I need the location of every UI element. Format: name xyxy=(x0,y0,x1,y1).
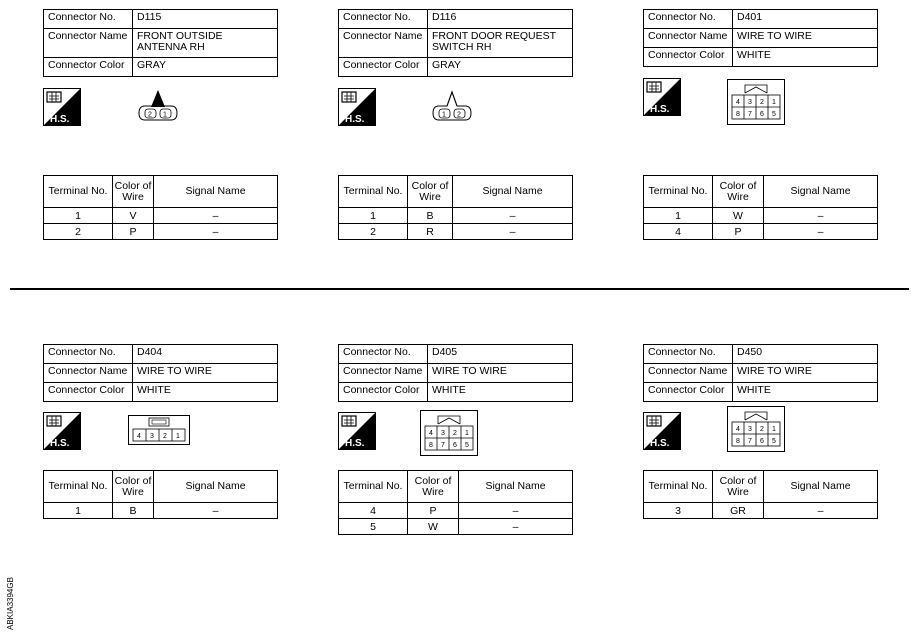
terminal-no: 1 xyxy=(339,208,408,224)
signal-name: – xyxy=(459,519,573,535)
terminal-no: 1 xyxy=(44,503,113,519)
header-color-of-wire: Color of Wire xyxy=(113,176,154,208)
wire-color: R xyxy=(408,224,453,240)
terminal-table-d450 xyxy=(643,470,878,519)
label-connector-no: Connector No. xyxy=(44,345,133,364)
connector-no-value: D401 xyxy=(733,10,878,29)
hs-icon xyxy=(338,412,376,450)
table-row xyxy=(644,224,878,240)
pin-label: 3 xyxy=(150,433,154,440)
table-row xyxy=(339,224,573,240)
pin-label: 3 xyxy=(748,99,752,106)
wire-color: V xyxy=(113,208,154,224)
connector-d401 xyxy=(643,9,878,67)
table-row xyxy=(44,208,278,224)
pin-label: 1 xyxy=(772,426,776,433)
pin-label: 2 xyxy=(457,111,461,119)
connector-face-8pin xyxy=(727,406,785,457)
connector-face-8pin xyxy=(727,79,785,130)
hs-label: H.S. xyxy=(345,114,365,125)
terminal-no: 4 xyxy=(644,224,713,240)
signal-name: – xyxy=(453,208,573,224)
pin-label: 4 xyxy=(137,433,141,440)
table-row xyxy=(44,224,278,240)
pin-label: 2 xyxy=(148,111,152,119)
header-terminal-no: Terminal No. xyxy=(339,471,408,503)
header-signal-name: Signal Name xyxy=(459,471,573,503)
pin-label: 1 xyxy=(465,430,469,437)
wire-color: P xyxy=(113,224,154,240)
label-connector-no: Connector No. xyxy=(644,345,733,364)
header-signal-name: Signal Name xyxy=(154,176,278,208)
connector-name-value: FRONT OUTSIDE ANTENNA RH xyxy=(133,29,278,58)
pin-label: 1 xyxy=(772,99,776,106)
header-color-of-wire: Color of Wire xyxy=(408,471,459,503)
connector-no-value: D450 xyxy=(733,345,878,364)
terminal-table-d405 xyxy=(338,470,573,535)
header-terminal-no: Terminal No. xyxy=(644,471,713,503)
hs-icon xyxy=(338,88,376,126)
hs-label: H.S. xyxy=(650,438,670,449)
label-connector-color: Connector Color xyxy=(339,383,428,402)
label-connector-color: Connector Color xyxy=(644,383,733,402)
signal-name: – xyxy=(154,503,278,519)
terminal-table-d115 xyxy=(43,175,278,240)
pin-label: 2 xyxy=(453,430,457,437)
terminal-table-d404 xyxy=(43,470,278,519)
pin-label: 2 xyxy=(163,433,167,440)
label-connector-name: Connector Name xyxy=(339,364,428,383)
connector-face-4pin xyxy=(128,415,190,450)
pin-label: 8 xyxy=(736,438,740,445)
signal-name: – xyxy=(764,224,878,240)
pin-label: 8 xyxy=(429,442,433,449)
table-row xyxy=(339,503,573,519)
connector-no-value: D405 xyxy=(428,345,573,364)
wire-color: B xyxy=(113,503,154,519)
label-connector-name: Connector Name xyxy=(44,29,133,58)
connector-info-table xyxy=(43,9,278,77)
table-row xyxy=(644,208,878,224)
connector-info-table xyxy=(643,9,878,67)
label-connector-no: Connector No. xyxy=(339,345,428,364)
header-color-of-wire: Color of Wire xyxy=(408,176,453,208)
header-color-of-wire: Color of Wire xyxy=(713,176,764,208)
label-connector-color: Connector Color xyxy=(644,48,733,67)
pin-label: 4 xyxy=(736,426,740,433)
pin-label: 1 xyxy=(163,111,167,119)
connector-color-value: WHITE xyxy=(133,383,278,402)
header-terminal-no: Terminal No. xyxy=(44,471,113,503)
table-row xyxy=(339,519,573,535)
terminal-no: 4 xyxy=(339,503,408,519)
hs-label: H.S. xyxy=(345,438,365,449)
pin-label: 7 xyxy=(748,438,752,445)
header-terminal-no: Terminal No. xyxy=(44,176,113,208)
table-row xyxy=(339,208,573,224)
connector-d450 xyxy=(643,344,878,402)
connector-color-value: WHITE xyxy=(733,383,878,402)
label-connector-name: Connector Name xyxy=(339,29,428,58)
connector-d405 xyxy=(338,344,573,402)
label-connector-name: Connector Name xyxy=(44,364,133,383)
connector-info-table xyxy=(643,344,878,402)
hs-label: H.S. xyxy=(650,104,670,115)
terminal-table-d401 xyxy=(643,175,878,240)
pin-label: 1 xyxy=(176,433,180,440)
pin-label: 7 xyxy=(748,111,752,118)
label-connector-color: Connector Color xyxy=(339,58,428,77)
connector-name-value: WIRE TO WIRE xyxy=(733,29,878,48)
connector-face-2pin xyxy=(431,86,473,129)
pin-label: 5 xyxy=(772,111,776,118)
hs-icon xyxy=(643,78,681,116)
header-signal-name: Signal Name xyxy=(154,471,278,503)
header-signal-name: Signal Name xyxy=(764,176,878,208)
pin-label: 6 xyxy=(760,111,764,118)
header-color-of-wire: Color of Wire xyxy=(713,471,764,503)
pin-label: 6 xyxy=(760,438,764,445)
terminal-no: 1 xyxy=(644,208,713,224)
connector-name-value: FRONT DOOR REQUEST SWITCH RH xyxy=(428,29,573,58)
wire-color: W xyxy=(713,208,764,224)
signal-name: – xyxy=(154,224,278,240)
header-terminal-no: Terminal No. xyxy=(644,176,713,208)
wire-color: GR xyxy=(713,503,764,519)
header-signal-name: Signal Name xyxy=(453,176,573,208)
figure-code: ABKIA3394GB xyxy=(6,577,15,630)
connector-name-value: WIRE TO WIRE xyxy=(133,364,278,383)
terminal-no: 2 xyxy=(339,224,408,240)
wire-color: W xyxy=(408,519,459,535)
connector-d116 xyxy=(338,9,573,77)
connector-name-value: WIRE TO WIRE xyxy=(428,364,573,383)
connector-color-value: GRAY xyxy=(133,58,278,77)
hs-label: H.S. xyxy=(50,114,70,125)
signal-name: – xyxy=(764,503,878,519)
signal-name: – xyxy=(764,208,878,224)
pin-label: 4 xyxy=(429,430,433,437)
terminal-no: 3 xyxy=(644,503,713,519)
connector-color-value: GRAY xyxy=(428,58,573,77)
header-terminal-no: Terminal No. xyxy=(339,176,408,208)
pin-label: 2 xyxy=(760,99,764,106)
wire-color: P xyxy=(713,224,764,240)
signal-name: – xyxy=(453,224,573,240)
signal-name: – xyxy=(459,503,573,519)
header-signal-name: Signal Name xyxy=(764,471,878,503)
terminal-no: 2 xyxy=(44,224,113,240)
signal-name: – xyxy=(154,208,278,224)
connector-name-value: WIRE TO WIRE xyxy=(733,364,878,383)
label-connector-no: Connector No. xyxy=(44,10,133,29)
connector-info-table xyxy=(43,344,278,402)
pin-label: 5 xyxy=(465,442,469,449)
table-row xyxy=(44,503,278,519)
pin-label: 6 xyxy=(453,442,457,449)
connector-color-value: WHITE xyxy=(428,383,573,402)
label-connector-no: Connector No. xyxy=(339,10,428,29)
terminal-no: 5 xyxy=(339,519,408,535)
table-row xyxy=(644,503,878,519)
label-connector-name: Connector Name xyxy=(644,364,733,383)
pin-label: 8 xyxy=(736,111,740,118)
pin-label: 5 xyxy=(772,438,776,445)
hs-icon xyxy=(43,88,81,126)
connector-d404 xyxy=(43,344,278,402)
label-connector-color: Connector Color xyxy=(44,383,133,402)
hs-label: H.S. xyxy=(50,438,70,449)
pin-label: 3 xyxy=(441,430,445,437)
label-connector-no: Connector No. xyxy=(644,10,733,29)
connector-no-value: D404 xyxy=(133,345,278,364)
pin-label: 1 xyxy=(442,111,446,119)
connector-face-8pin xyxy=(420,410,478,461)
label-connector-name: Connector Name xyxy=(644,29,733,48)
connector-info-table xyxy=(338,344,573,402)
terminal-table-d116 xyxy=(338,175,573,240)
connector-color-value: WHITE xyxy=(733,48,878,67)
connector-no-value: D116 xyxy=(428,10,573,29)
pin-label: 4 xyxy=(736,99,740,106)
section-divider xyxy=(10,288,909,290)
wire-color: B xyxy=(408,208,453,224)
hs-icon xyxy=(643,412,681,450)
connector-no-value: D115 xyxy=(133,10,278,29)
connector-info-table xyxy=(338,9,573,77)
terminal-no: 1 xyxy=(44,208,113,224)
label-connector-color: Connector Color xyxy=(44,58,133,77)
connector-d115 xyxy=(43,9,278,77)
hs-icon xyxy=(43,412,81,450)
header-color-of-wire: Color of Wire xyxy=(113,471,154,503)
pin-label: 2 xyxy=(760,426,764,433)
connector-face-2pin xyxy=(137,86,179,129)
wire-color: P xyxy=(408,503,459,519)
pin-label: 7 xyxy=(441,442,445,449)
pin-label: 3 xyxy=(748,426,752,433)
